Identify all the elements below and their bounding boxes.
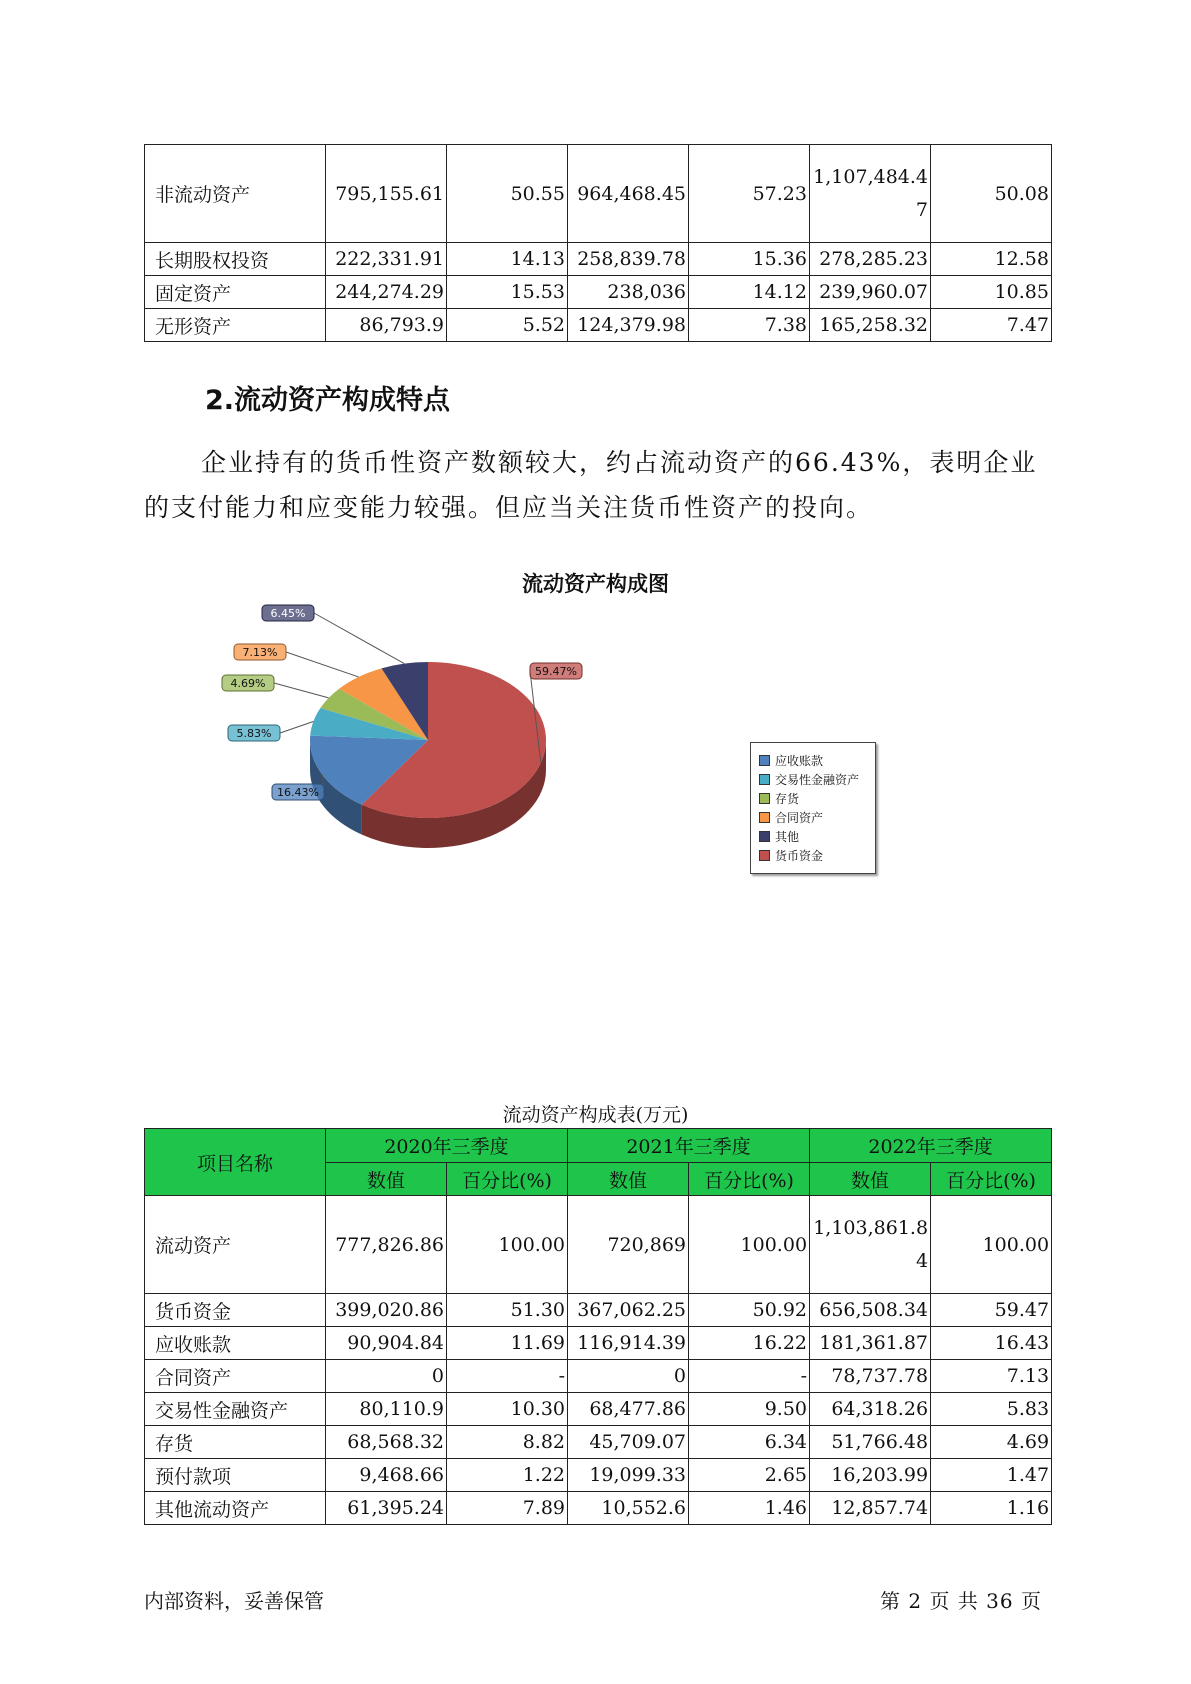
table-row bbox=[145, 1393, 1052, 1426]
row-name: 预付款项 bbox=[145, 1459, 326, 1492]
cell-value-2022: 181,361.87 bbox=[810, 1327, 931, 1360]
pie-data-label: 6.45% bbox=[270, 607, 306, 620]
cell-value-2020: 68,568.32 bbox=[326, 1426, 447, 1459]
cell-value-2020: 0 bbox=[326, 1360, 447, 1393]
header-pct: 百分比(%) bbox=[931, 1163, 1052, 1196]
cell-pct-2022: 16.43 bbox=[931, 1327, 1052, 1360]
cell-pct-2022: 4.69 bbox=[931, 1426, 1052, 1459]
legend-label: 存货 bbox=[775, 792, 800, 806]
cell-pct-2021: 100.00 bbox=[689, 1196, 810, 1294]
legend-label: 货币资金 bbox=[775, 849, 824, 863]
cell-pct-2021: 6.34 bbox=[689, 1426, 810, 1459]
header-year-2020: 2020年三季度 bbox=[326, 1129, 568, 1163]
pie-data-label: 5.83% bbox=[236, 727, 272, 740]
legend-item bbox=[751, 827, 875, 846]
cell-pct-2020: 8.82 bbox=[447, 1426, 568, 1459]
cell-value-2022: 239,960.07 bbox=[810, 276, 931, 309]
section-heading: 2.流动资产构成特点 bbox=[205, 385, 451, 416]
pie-data-label: 16.43% bbox=[277, 786, 319, 799]
row-name: 非流动资产 bbox=[145, 145, 326, 243]
cell-pct-2022: 50.08 bbox=[931, 145, 1052, 243]
cell-pct-2020: - bbox=[447, 1360, 568, 1393]
cell-pct-2022: 1.16 bbox=[931, 1492, 1052, 1525]
cell-value-2020: 399,020.86 bbox=[326, 1294, 447, 1327]
footer-page-number: 第 2 页 共 36 页 bbox=[880, 1589, 1042, 1613]
cell-pct-2021: 9.50 bbox=[689, 1393, 810, 1426]
cell-pct-2020: 15.53 bbox=[447, 276, 568, 309]
table-caption: 流动资产构成表(万元) bbox=[502, 1104, 689, 1126]
cell-pct-2021: 2.65 bbox=[689, 1459, 810, 1492]
table-row bbox=[145, 1426, 1052, 1459]
cell-value-2021: 238,036 bbox=[568, 276, 689, 309]
cell-value-2022: 51,766.48 bbox=[810, 1426, 931, 1459]
header-item-name: 项目名称 bbox=[145, 1129, 326, 1196]
cell-value-2021: 964,468.45 bbox=[568, 145, 689, 243]
header-value: 数值 bbox=[568, 1163, 689, 1196]
chart-title: 流动资产构成图 bbox=[522, 572, 669, 596]
cell-value-2022: 1,107,484.47 bbox=[810, 145, 931, 243]
cell-value-2022: 12,857.74 bbox=[810, 1492, 931, 1525]
cell-value-2021: 258,839.78 bbox=[568, 243, 689, 276]
cell-value-2022: 278,285.23 bbox=[810, 243, 931, 276]
non-current-assets-table bbox=[144, 144, 1052, 342]
cell-value-2021: 720,869 bbox=[568, 1196, 689, 1294]
pie-data-label: 7.13% bbox=[242, 646, 278, 659]
pie-data-label: 59.47% bbox=[535, 665, 577, 678]
cell-value-2022: 78,737.78 bbox=[810, 1360, 931, 1393]
table-header-row bbox=[145, 1129, 1052, 1163]
cell-value-2022: 165,258.32 bbox=[810, 309, 931, 342]
cell-value-2020: 777,826.86 bbox=[326, 1196, 447, 1294]
cell-value-2022: 64,318.26 bbox=[810, 1393, 931, 1426]
row-name: 其他流动资产 bbox=[145, 1492, 326, 1525]
cell-pct-2020: 10.30 bbox=[447, 1393, 568, 1426]
table-row bbox=[145, 145, 1052, 243]
table-row bbox=[145, 1360, 1052, 1393]
pie-leader-line bbox=[280, 721, 313, 733]
cell-value-2021: 116,914.39 bbox=[568, 1327, 689, 1360]
row-name: 存货 bbox=[145, 1426, 326, 1459]
cell-pct-2021: 1.46 bbox=[689, 1492, 810, 1525]
cell-value-2020: 222,331.91 bbox=[326, 243, 447, 276]
cell-pct-2022: 7.13 bbox=[931, 1360, 1052, 1393]
cell-pct-2021: 16.22 bbox=[689, 1327, 810, 1360]
legend-item bbox=[751, 770, 875, 789]
legend-label: 应收账款 bbox=[775, 754, 824, 768]
legend-swatch bbox=[759, 793, 770, 804]
row-name: 合同资产 bbox=[145, 1360, 326, 1393]
cell-pct-2020: 7.89 bbox=[447, 1492, 568, 1525]
row-name: 无形资产 bbox=[145, 309, 326, 342]
cell-value-2020: 80,110.9 bbox=[326, 1393, 447, 1426]
table-row bbox=[145, 243, 1052, 276]
pie-data-label: 4.69% bbox=[230, 677, 266, 690]
cell-value-2020: 9,468.66 bbox=[326, 1459, 447, 1492]
header-pct: 百分比(%) bbox=[447, 1163, 568, 1196]
header-year-2021: 2021年三季度 bbox=[568, 1129, 810, 1163]
current-assets-table bbox=[144, 1128, 1052, 1525]
legend-item bbox=[751, 808, 875, 827]
row-name: 固定资产 bbox=[145, 276, 326, 309]
cell-value-2020: 86,793.9 bbox=[326, 309, 447, 342]
cell-value-2021: 124,379.98 bbox=[568, 309, 689, 342]
legend-swatch bbox=[759, 774, 770, 785]
cell-pct-2020: 51.30 bbox=[447, 1294, 568, 1327]
cell-value-2021: 45,709.07 bbox=[568, 1426, 689, 1459]
chart-legend bbox=[750, 742, 876, 874]
cell-value-2022: 656,508.34 bbox=[810, 1294, 931, 1327]
legend-swatch bbox=[759, 831, 770, 842]
row-name: 货币资金 bbox=[145, 1294, 326, 1327]
cell-pct-2022: 10.85 bbox=[931, 276, 1052, 309]
legend-swatch bbox=[759, 755, 770, 766]
table-row bbox=[145, 1327, 1052, 1360]
legend-swatch bbox=[759, 850, 770, 861]
pie-leader-line bbox=[274, 683, 329, 698]
legend-label: 合同资产 bbox=[775, 811, 824, 825]
cell-value-2022: 1,103,861.84 bbox=[810, 1196, 931, 1294]
pie-chart bbox=[220, 607, 600, 880]
cell-value-2020: 90,904.84 bbox=[326, 1327, 447, 1360]
cell-pct-2020: 1.22 bbox=[447, 1459, 568, 1492]
cell-pct-2021: 50.92 bbox=[689, 1294, 810, 1327]
legend-label: 其他 bbox=[775, 830, 800, 844]
legend-item bbox=[751, 846, 875, 865]
legend-swatch bbox=[759, 812, 770, 823]
cell-pct-2021: 14.12 bbox=[689, 276, 810, 309]
header-pct: 百分比(%) bbox=[689, 1163, 810, 1196]
section-paragraph: 企业持有的货币性资产数额较大，约占流动资产的66.43%，表明企业的支付能力和应变能力较强。但应当关注货币性资产的投向。 bbox=[144, 448, 1038, 522]
footer-confidential: 内部资料，妥善保管 bbox=[144, 1589, 324, 1613]
cell-pct-2022: 12.58 bbox=[931, 243, 1052, 276]
cell-pct-2022: 1.47 bbox=[931, 1459, 1052, 1492]
legend-label: 交易性金融资产 bbox=[775, 773, 860, 787]
row-name: 流动资产 bbox=[145, 1196, 326, 1294]
cell-pct-2020: 5.52 bbox=[447, 309, 568, 342]
cell-value-2020: 795,155.61 bbox=[326, 145, 447, 243]
cell-pct-2020: 100.00 bbox=[447, 1196, 568, 1294]
cell-pct-2022: 5.83 bbox=[931, 1393, 1052, 1426]
cell-value-2021: 19,099.33 bbox=[568, 1459, 689, 1492]
row-name: 应收账款 bbox=[145, 1327, 326, 1360]
cell-pct-2021: - bbox=[689, 1360, 810, 1393]
cell-value-2021: 10,552.6 bbox=[568, 1492, 689, 1525]
legend-item bbox=[751, 789, 875, 808]
cell-value-2021: 367,062.25 bbox=[568, 1294, 689, 1327]
row-name: 长期股权投资 bbox=[145, 243, 326, 276]
header-value: 数值 bbox=[326, 1163, 447, 1196]
row-name: 交易性金融资产 bbox=[145, 1393, 326, 1426]
cell-pct-2022: 59.47 bbox=[931, 1294, 1052, 1327]
cell-pct-2020: 14.13 bbox=[447, 243, 568, 276]
cell-pct-2022: 7.47 bbox=[931, 309, 1052, 342]
cell-value-2021: 68,477.86 bbox=[568, 1393, 689, 1426]
table-row bbox=[145, 1459, 1052, 1492]
cell-pct-2021: 57.23 bbox=[689, 145, 810, 243]
header-value: 数值 bbox=[810, 1163, 931, 1196]
cell-value-2020: 61,395.24 bbox=[326, 1492, 447, 1525]
pie-leader-line bbox=[286, 652, 359, 677]
pie-leader-line bbox=[314, 613, 404, 664]
table-row bbox=[145, 1294, 1052, 1327]
cell-pct-2021: 15.36 bbox=[689, 243, 810, 276]
table-row bbox=[145, 309, 1052, 342]
cell-pct-2021: 7.38 bbox=[689, 309, 810, 342]
header-year-2022: 2022年三季度 bbox=[810, 1129, 1052, 1163]
legend-item bbox=[751, 751, 875, 770]
cell-pct-2020: 50.55 bbox=[447, 145, 568, 243]
cell-pct-2020: 11.69 bbox=[447, 1327, 568, 1360]
cell-value-2020: 244,274.29 bbox=[326, 276, 447, 309]
cell-value-2021: 0 bbox=[568, 1360, 689, 1393]
table-row bbox=[145, 1196, 1052, 1294]
cell-value-2022: 16,203.99 bbox=[810, 1459, 931, 1492]
table-row bbox=[145, 1492, 1052, 1525]
cell-pct-2022: 100.00 bbox=[931, 1196, 1052, 1294]
table-row bbox=[145, 276, 1052, 309]
